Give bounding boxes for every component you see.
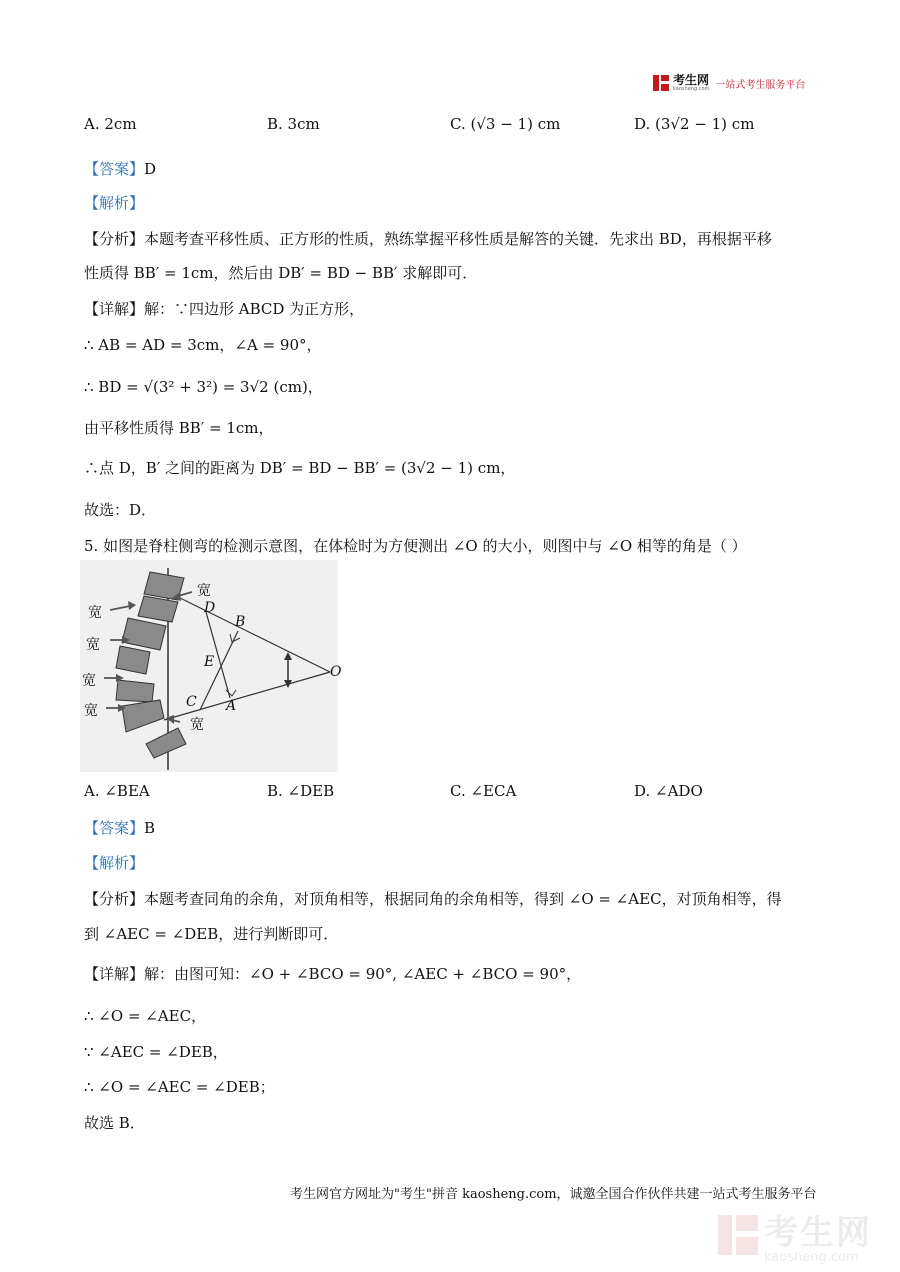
figure-label-o: O xyxy=(330,664,342,680)
q5-conclusion: 故选 B． xyxy=(84,1114,145,1132)
q4-detail-1: 【详解】解：∵四边形 ABCD 为正方形， xyxy=(84,300,365,318)
logo-name: 考生网 xyxy=(673,73,710,87)
logo-domain: kaosheng.com xyxy=(673,86,710,92)
q4-analysis-1: 【分析】本题考查平移性质、正方形的性质，熟练掌握平移性质是解答的关键．先求出 BD，再根据平移 xyxy=(84,230,772,248)
figure-label-e: E xyxy=(204,654,215,670)
figure-label-b: B xyxy=(235,614,246,630)
q5-option-a: A. ∠BEA xyxy=(84,782,150,800)
figure-label-a: A xyxy=(226,698,237,714)
q5-analysis-1: 【分析】本题考查同角的余角，对顶角相等，根据同角的余角相等，得到 ∠O = ∠AEC，对顶角相等，得 xyxy=(84,890,782,908)
watermark-domain: kaosheng.com xyxy=(764,1250,859,1265)
watermark xyxy=(718,1205,872,1265)
logo-icon xyxy=(653,75,669,91)
figure-label-wide-6: 宽 xyxy=(190,717,204,733)
q5-detail-3: ∵ ∠AEC = ∠DEB， xyxy=(84,1043,228,1061)
q5-detail-4: ∴ ∠O = ∠AEC = ∠DEB； xyxy=(84,1078,275,1096)
q5-answer-line xyxy=(84,817,155,838)
spine-figure xyxy=(80,560,342,772)
q5-option-d: D. ∠ADO xyxy=(634,782,703,800)
q4-option-b: B. 3cm xyxy=(267,115,320,133)
figure-label-c: C xyxy=(186,694,197,710)
q5-answer: B xyxy=(144,819,156,837)
figure-label-wide-4: 宽 xyxy=(82,673,96,689)
watermark-text: 考生网 xyxy=(764,1213,872,1253)
q4-option-c: C. (√3 − 1) cm xyxy=(450,115,561,133)
figure-label-wide-3: 宽 xyxy=(86,637,100,653)
q4-analysis-2: 性质得 BB′ = 1cm，然后由 DB′ = BD − BB′ 求解即可． xyxy=(84,264,478,282)
q4-detail-4: 由平移性质得 BB′ = 1cm， xyxy=(84,419,274,437)
q5-analysis-label: 【解析】 xyxy=(84,854,145,872)
q4-answer-line xyxy=(84,158,156,179)
q4-analysis-label: 【解析】 xyxy=(84,194,145,212)
q5-analysis-2: 到 ∠AEC = ∠DEB，进行判断即可． xyxy=(84,925,339,943)
q5-question: 5. 如图是脊柱侧弯的检测示意图，在体检时为方便测出 ∠O 的大小，则图中与 ∠O 相等的角是（ ） xyxy=(84,537,747,555)
figure-label-wide-2: 宽 xyxy=(88,605,102,621)
q5-option-b: B. ∠DEB xyxy=(267,782,335,800)
figure-label-d: D xyxy=(204,600,216,616)
q4-answer-label: 【答案】 xyxy=(84,160,145,178)
footer-text: 考生网官方网址为"考生"拼音 kaosheng.com，诚邀全国合作伙伴共建一站式考生服务平台 xyxy=(290,1187,817,1202)
q5-answer-label: 【答案】 xyxy=(84,819,145,837)
q4-conclusion: 故选：D． xyxy=(84,501,157,519)
q4-detail-3: ∴ BD = √(3² + 3²) = 3√2 (cm)， xyxy=(84,378,323,396)
q5-option-c: C. ∠ECA xyxy=(450,782,517,800)
q4-option-d: D. (3√2 − 1) cm xyxy=(634,115,755,133)
q4-detail-2: ∴ AB = AD = 3cm，∠A = 90°， xyxy=(84,336,322,354)
q5-detail-1: 【详解】解：由图可知：∠O + ∠BCO = 90°, ∠AEC + ∠BCO = 90°， xyxy=(84,965,582,983)
logo-slogan: 一站式考生服务平台 xyxy=(715,79,806,91)
figure-label-wide-1: 宽 xyxy=(197,583,211,599)
figure-label-wide-5: 宽 xyxy=(84,703,98,719)
q4-answer: D xyxy=(144,160,157,178)
q4-option-a: A. 2cm xyxy=(84,115,137,133)
site-logo[interactable] xyxy=(653,74,805,92)
q5-detail-2: ∴ ∠O = ∠AEC， xyxy=(84,1007,207,1025)
watermark-logo-icon xyxy=(718,1215,758,1255)
q4-detail-5: ∴点 D，B′ 之间的距离为 DB′ = BD − BB′ = (3√2 − 1) cm， xyxy=(84,459,516,477)
